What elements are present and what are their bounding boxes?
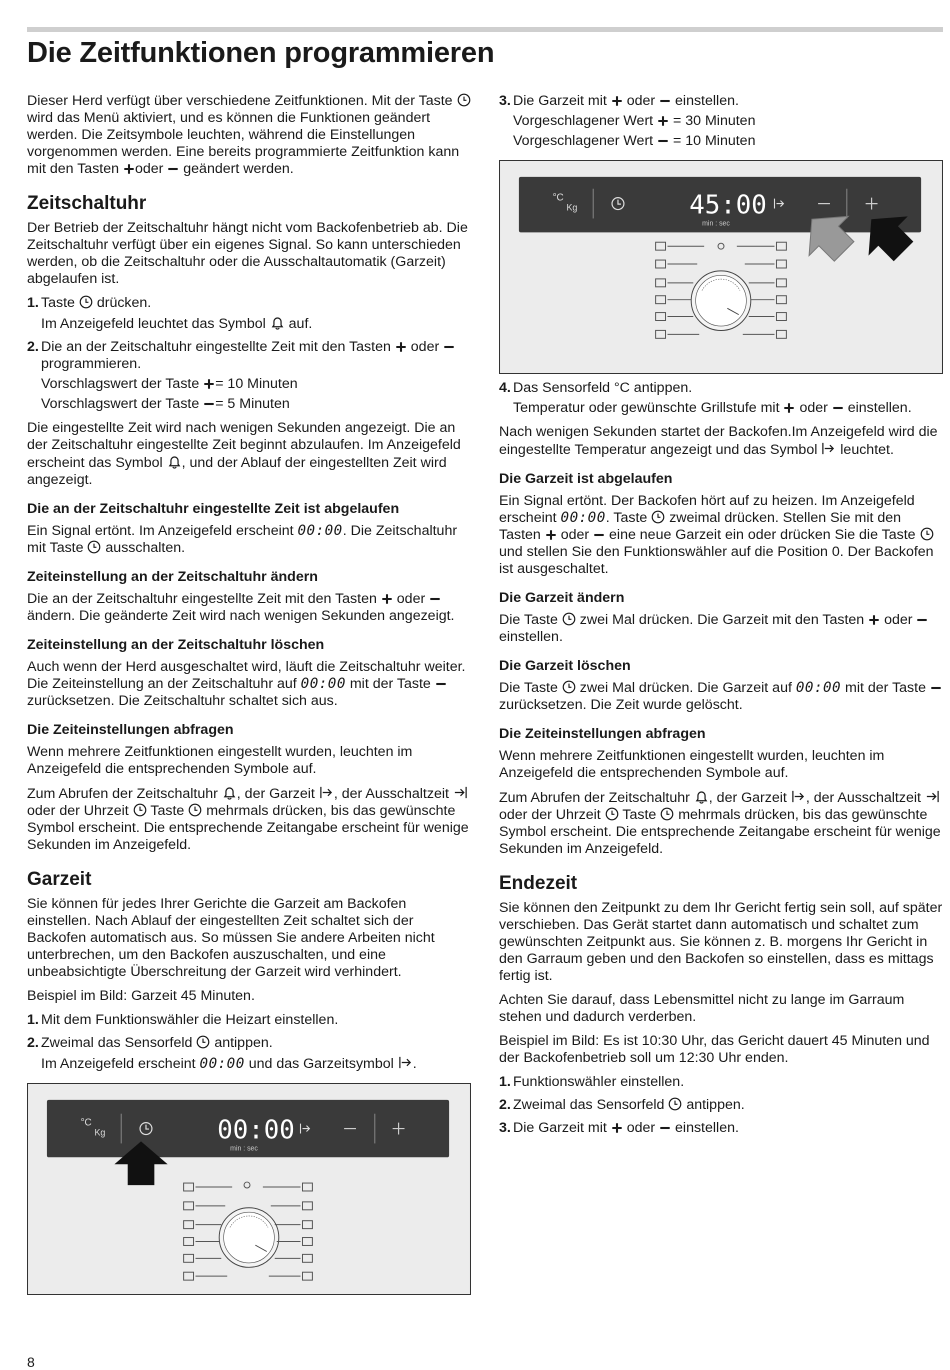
zeitschaltuhr-step-2-sub-1: Vorschlagswert der Taste = 10 Minuten xyxy=(41,376,298,392)
minus-icon xyxy=(659,95,671,107)
endezeit-paragraph-3: Beispiel im Bild: Es ist 10:30 Uhr, das Gericht dauert 45 Minuten und der Backofenbetrieb soll um 12:30 Uhr enden. xyxy=(499,1033,930,1066)
minus-icon xyxy=(916,614,928,626)
garzeit-aendern-paragraph: Die Taste zwei Mal drücken. Die Garzeit mit den Tasten oder einstellen. xyxy=(499,612,943,646)
garzeit-loeschen-heading: Die Garzeit löschen xyxy=(499,658,631,674)
display-time: 00:00 xyxy=(217,1115,295,1146)
garzeit-abfragen-paragraph-1: Wenn mehrere Zeitfunktionen eingestellt wurden, leuchten im Anzeigefeld die entsprechenden Symbole auf. xyxy=(499,748,885,781)
zeitschaltuhr-step-2-sub-2: Vorschlagswert der Taste = 5 Minuten xyxy=(41,396,290,412)
garzeit-step-3-sub-1: Vorgeschlagener Wert = 30 Minuten xyxy=(513,113,756,129)
zeitschaltuhr-paragraph: Der Betrieb der Zeitschaltuhr hängt nicht vom Backofenbetrieb ab. Die Zeitschaltuhr verfügt über ein eigenes Signal. So kann unterschieden werden, ob die Zeitschaltuhr oder die Ausschaltautomatik (Garzeit) abgelaufen ist. xyxy=(27,220,468,287)
zsu-abfragen-paragraph-2: Zum Abrufen der Zeitschaltuhr , der Garzeit , der Ausschaltzeit oder der Uhrzeit Taste mehrmals drücken, bis das gewünschte Symbol erscheint. Die entsprechende Zeitangabe erscheint für wenige Sekunden im Anzeigefeld. xyxy=(27,786,469,853)
minus-icon xyxy=(832,402,844,414)
endzeit-icon xyxy=(453,785,468,800)
garzeit-icon xyxy=(319,785,334,800)
plus-icon xyxy=(395,341,407,353)
temp-unit-label: °C xyxy=(80,1117,92,1129)
minus-icon xyxy=(593,529,605,541)
garzeit-step-3-sub-2: Vorgeschlagener Wert = 10 Minuten xyxy=(513,133,756,149)
intro-paragraph: Dieser Herd verfügt über verschiedene Zeitfunktionen. Mit der Taste wird das Menü aktiviert, und es können die Funktionen geändert werden. Die Zeitsymbole leuchten, während die Einstellungen vorgenommen werden. Eine bereits programmierte Zeitfunktion kann mit den Tasten oder geändert werden. xyxy=(27,93,471,178)
plus-icon xyxy=(203,378,215,390)
plus-icon xyxy=(783,402,795,414)
zsu-loeschen-heading: Zeiteinstellung an der Zeitschaltuhr löschen xyxy=(27,637,325,653)
garzeit-step-4: 4. Das Sensorfeld °C antippen. xyxy=(499,380,693,396)
right-column xyxy=(499,93,943,1140)
clock-icon xyxy=(188,803,202,817)
zeitschaltuhr-step-2: 2. Die an der Zeitschaltuhr eingestellte Zeit mit den Tasten oder programmieren. xyxy=(27,339,471,373)
garzeit-step-3: 3. Die Garzeit mit oder einstellen. xyxy=(499,93,739,109)
temp-unit-label: °C xyxy=(552,192,564,204)
garzeit-start-paragraph: Nach wenigen Sekunden startet der Backofen.Im Anzeigefeld wird die eingestellte Temperatur angezeigt und das Symbol leuchtet. xyxy=(499,424,938,458)
minus-icon xyxy=(203,398,215,410)
endezeit-step-3: 3. Die Garzeit mit oder einstellen. xyxy=(499,1120,739,1136)
zeitschaltuhr-paragraph-2: Die eingestellte Zeit wird nach wenigen Sekunden angezeigt. Die an der Zeitschaltuhr eingestellte Zeit beginnt abzulaufen. Im Anzeigefeld erscheint das Symbol , und der Ablauf der eingestellten Zeit wird angezeigt. xyxy=(27,420,461,488)
plus-icon xyxy=(123,163,135,175)
minus-icon xyxy=(657,135,669,147)
garzeit-aendern-heading: Die Garzeit ändern xyxy=(499,590,625,606)
plus-icon xyxy=(657,115,669,127)
zsu-abgelaufen-paragraph: Ein Signal ertönt. Im Anzeigefeld erscheint 00:00. Die Zeitschaltuhr mit Taste ausschalten. xyxy=(27,523,458,556)
endezeit-heading: Endezeit xyxy=(499,873,578,894)
clock-icon xyxy=(79,295,93,309)
garzeit-step-2: 2. Zweimal das Sensorfeld antippen. xyxy=(27,1035,273,1051)
page-title: Die Zeitfunktionen programmieren xyxy=(27,37,495,69)
plus-icon xyxy=(868,614,880,626)
plus-icon xyxy=(611,95,623,107)
plus-icon xyxy=(611,1122,623,1134)
garzeit-step-4-sub: Temperatur oder gewünschte Grillstufe mit oder einstellen. xyxy=(513,400,912,416)
display-zero-time: 00:00 xyxy=(300,676,346,692)
endzeit-icon xyxy=(925,789,940,804)
minus-icon xyxy=(167,163,179,175)
garzeit-abfragen-paragraph-2: Zum Abrufen der Zeitschaltuhr , der Garzeit , der Ausschaltzeit oder der Uhrzeit Taste mehrmals drücken, bis das gewünschte Symbol erscheint. Die entsprechende Zeitangabe erscheint für wenige Sekunden im Anzeigefeld. xyxy=(499,790,941,857)
clock-icon xyxy=(562,680,576,694)
minsec-label: min : sec xyxy=(230,1145,258,1153)
clock-icon xyxy=(920,527,934,541)
garzeit-paragraph: Sie können für jedes Ihrer Gerichte die Garzeit am Backofen einstellen. Nach Ablauf der eingestellten Zeit schaltet sich der Backofen automatisch aus. So müssen Sie andere Arbeiten nicht unterbrechen, um den Backofen auszuschalten, und eine unbeabsichtigte Überschreitung der Garzeit wird verhindert. xyxy=(27,896,435,980)
garzeit-loeschen-paragraph: Die Taste zwei Mal drücken. Die Garzeit auf 00:00 mit der Taste zurücksetzen. Die Zeit wurde gelöscht. xyxy=(499,680,943,714)
endezeit-paragraph-2: Achten Sie darauf, dass Lebensmittel nicht zu lange im Garraum stehen und dadurch verderben. xyxy=(499,992,905,1025)
clock-icon xyxy=(668,1097,682,1111)
garzeit-abgelaufen-heading: Die Garzeit ist abgelaufen xyxy=(499,471,673,487)
zeitschaltuhr-step-1: 1. Taste drücken. xyxy=(27,295,152,311)
bell-icon xyxy=(222,785,237,800)
garzeit-abfragen-heading: Die Zeiteinstellungen abfragen xyxy=(499,726,706,742)
zsu-abfragen-paragraph-1: Wenn mehrere Zeitfunktionen eingestellt wurden, leuchten im Anzeigefeld die entsprechenden Symbole auf. xyxy=(27,744,413,777)
minsec-label: min : sec xyxy=(702,220,730,228)
zsu-abfragen-heading: Die Zeiteinstellungen abfragen xyxy=(27,722,234,738)
minus-icon xyxy=(659,1122,671,1134)
zsu-aendern-heading: Zeiteinstellung an der Zeitschaltuhr ändern xyxy=(27,569,318,585)
oven-panel-figure-garzeit-45 xyxy=(499,160,943,374)
left-column xyxy=(27,93,471,1295)
garzeit-icon xyxy=(791,789,806,804)
bell-icon xyxy=(167,454,182,469)
clock-icon xyxy=(196,1035,210,1049)
top-rule xyxy=(27,27,943,32)
zsu-abgelaufen-heading: Die an der Zeitschaltuhr eingestellte Zeit ist abgelaufen xyxy=(27,501,400,517)
endezeit-step-2: 2. Zweimal das Sensorfeld antippen. xyxy=(499,1097,745,1113)
clock-icon xyxy=(651,510,665,524)
endezeit-paragraph-1: Sie können den Zeitpunkt zu dem Ihr Gericht fertig sein soll, auf später verschieben. Das Gerät startet dann automatisch und schaltet zum gewünschten Zeitpunkt aus. Sie können z. B. morgens Ihr Gericht in den Garraum geben und den Backofen so einstellen, dass es mittags fertig ist. xyxy=(499,900,943,984)
minus-icon xyxy=(429,593,441,605)
clock-icon xyxy=(87,540,101,554)
bell-icon xyxy=(270,315,285,330)
garzeit-step-1: 1. Mit dem Funktionswähler die Heizart einstellen. xyxy=(27,1012,339,1028)
zsu-aendern-paragraph: Die an der Zeitschaltuhr eingestellte Zeit mit den Tasten oder ändern. Die geänderte Zeit wird nach wenigen Sekunden angezeigt. xyxy=(27,591,455,624)
plus-icon xyxy=(545,529,557,541)
garzeit-beispiel: Beispiel im Bild: Garzeit 45 Minuten. xyxy=(27,988,255,1004)
clock-icon xyxy=(605,807,619,821)
zsu-loeschen-paragraph: Auch wenn der Herd ausgeschaltet wird, läuft die Zeitschaltuhr weiter. Die Zeiteinstellung an der Zeitschaltuhr auf 00:00 mit der Taste zurücksetzen. Die Zeitschaltuhr schaltet sich aus. xyxy=(27,659,466,709)
kg-unit-label: Kg xyxy=(566,202,578,213)
zeitschaltuhr-heading: Zeitschaltuhr xyxy=(27,193,147,214)
minus-icon xyxy=(930,682,942,694)
function-selector-knob xyxy=(691,271,751,331)
display-zero-time: 00:00 xyxy=(560,510,606,526)
page-number: 8 xyxy=(27,1354,35,1370)
bell-icon xyxy=(694,789,709,804)
display-zero-time: 00:00 xyxy=(795,680,842,696)
minus-icon xyxy=(435,678,447,690)
display-zero-time: 00:00 xyxy=(199,1056,245,1072)
clock-icon xyxy=(562,612,576,626)
minus-icon xyxy=(443,341,455,353)
kg-unit-label: Kg xyxy=(94,1127,106,1138)
display-zero-time: 00:00 xyxy=(297,523,343,539)
display-time: 45:00 xyxy=(689,190,767,221)
garzeit-abgelaufen-paragraph: Ein Signal ertönt. Der Backofen hört auf zu heizen. Im Anzeigefeld erscheint 00:00. Taste zweimal drücken. Stellen Sie mit den Tasten oder eine neue Garzeit ein oder drücken Sie die Taste und stellen Sie den Funktionswähler auf die Position 0. Der Backofen ist ausgeschaltet. xyxy=(499,493,934,577)
plus-icon xyxy=(381,593,393,605)
garzeit-step-2-sub: Im Anzeigefeld erscheint 00:00 und das Garzeitsymbol . xyxy=(41,1056,417,1072)
clock-icon xyxy=(660,807,674,821)
oven-panel-figure-garzeit-start xyxy=(27,1083,471,1295)
function-selector-knob xyxy=(219,1208,279,1268)
garzeit-heading: Garzeit xyxy=(27,869,92,890)
clock-icon xyxy=(133,803,147,817)
garzeit-icon xyxy=(398,1055,413,1070)
clock-icon xyxy=(457,93,471,107)
endezeit-step-1: 1. Funktionswähler einstellen. xyxy=(499,1074,685,1090)
garzeit-icon xyxy=(821,441,836,456)
zeitschaltuhr-step-1-sub: Im Anzeigefeld leuchtet das Symbol auf. xyxy=(41,316,313,332)
